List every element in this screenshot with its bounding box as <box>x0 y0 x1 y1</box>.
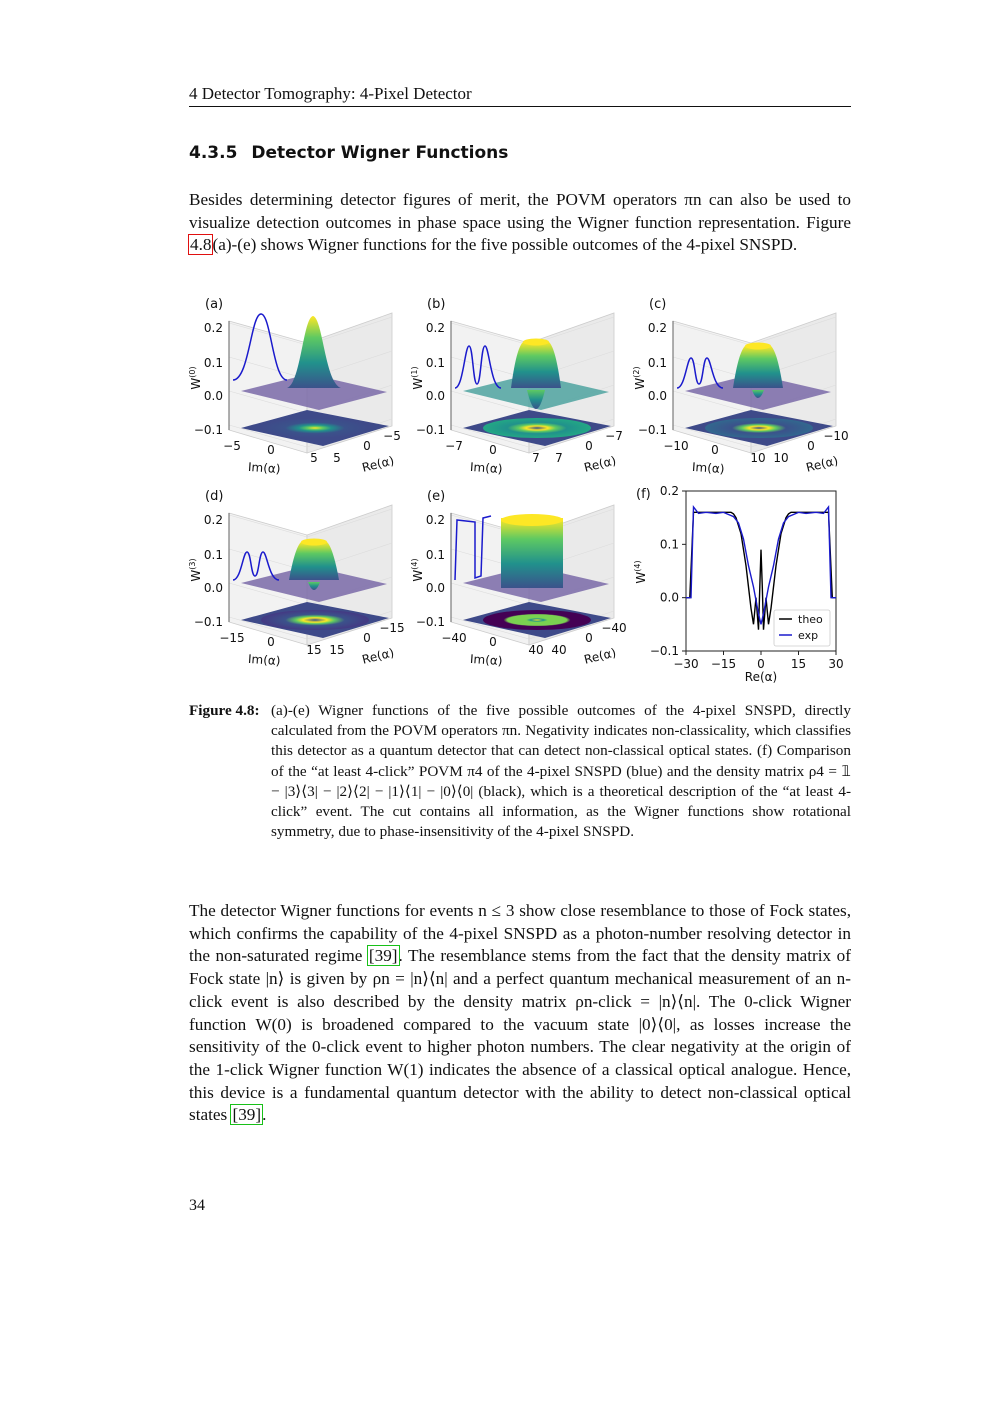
re-tick-label: 10 <box>773 451 789 465</box>
im-tick-label: 7 <box>532 451 540 465</box>
wigner-panel <box>410 489 627 668</box>
z-tick-label: 0.2 <box>203 513 223 527</box>
paragraph-text: . The resemblance stems from the fact that the density matrix of Fock state |n⟩ is given by ρn = |n⟩⟨n| and a perfect quantum mechanical measurement of an n-click event is also described by the density matrix ρn-click = |n⟩⟨n|. The 0-click Wigner function W(0) is broadened compared to the vacuum state |0⟩⟨0|, as losses increase the sensitivity of the 0-click event to higher photon numbers. The clear negativity at the origin of the 1-click Wigner function W(1) indicates the absence of a classical optical analogue. Hence, this device is a fundamental quantum detector with the ability to detect non-classical optical states <box>189 946 851 1125</box>
re-tick-label: −7 <box>605 429 623 443</box>
figure-caption <box>189 701 851 842</box>
im-tick-label: 0 <box>711 443 719 457</box>
im-axis-label: Im(α) <box>691 459 725 477</box>
z-axis-label: $W^{(1)}$ <box>410 366 425 390</box>
section-number: 4.3.5 <box>189 143 238 163</box>
floor-heatmap <box>483 418 591 438</box>
floor-heatmap <box>483 610 591 630</box>
re-tick-label: −10 <box>823 429 849 443</box>
im-tick-label: −40 <box>441 631 467 645</box>
re-tick-label: −40 <box>601 621 627 635</box>
re-axis-label: Re(α) <box>804 453 840 475</box>
im-axis-label: Im(α) <box>247 459 281 477</box>
y-ticks <box>650 484 686 658</box>
z-tick-label: −0.1 <box>193 615 223 629</box>
z-tick-label: 0.0 <box>203 389 223 403</box>
wigner-panel <box>632 297 849 476</box>
re-tick-label: 0 <box>585 439 593 453</box>
figure-canvas <box>189 288 851 688</box>
im-tick-label: 0 <box>267 443 275 457</box>
re-axis-label: Re(α) <box>582 453 618 475</box>
im-axis-label: Im(α) <box>469 459 503 477</box>
z-axis-label: $W^{(4)}$ <box>410 558 425 582</box>
running-head: 4 Detector Tomography: 4-Pixel Detector <box>189 84 851 107</box>
caption-text: (a)-(e) Wigner functions of the five possible outcomes of the 4-pixel SNSPD, directly calculated from the POVM operators πn. Negativity indicates non-classicality, which classifies this detector as a quantum detector that can detect non-classical optical states. (f) Comparison of the “at least 4-click” POVM π4 of the 4-pixel SNSPD (blue) and the density matrix ρ4 = 𝟙 − |3⟩⟨3| − |2⟩⟨2| − |1⟩⟨1| − |0⟩⟨0| (black), which is a theoretical description of the “at least 4-click” event. The cut contains all information, as the Wigner functions show rotational symmetry, due to phase-insensitivity of the 4-pixel SNSPD. <box>271 702 851 841</box>
figure-reference-link[interactable]: 4.8 <box>190 235 212 255</box>
x-tick-label: −30 <box>673 657 699 671</box>
paragraph-text: (a)-(e) shows Wigner functions for the five possible outcomes of the 4-pixel SNSPD. <box>212 235 798 255</box>
z-tick-label: −0.1 <box>415 423 445 437</box>
re-axis-label: Re(α) <box>582 645 618 667</box>
legend-label-exp: exp <box>798 629 819 642</box>
x-tick-label: 30 <box>828 657 844 671</box>
z-tick-label: 0.0 <box>647 389 667 403</box>
paragraph-discussion <box>189 900 851 1127</box>
z-tick-label: 0.1 <box>203 548 223 562</box>
re-tick-label: 40 <box>551 643 567 657</box>
section-heading <box>189 143 508 163</box>
im-tick-label: 10 <box>750 451 766 465</box>
z-tick-label: 0.2 <box>203 321 223 335</box>
x-ticks <box>673 651 843 671</box>
panel-label: (f) <box>636 487 651 502</box>
z-tick-label: 0.0 <box>425 389 445 403</box>
z-tick-label: 0.1 <box>425 356 445 370</box>
z-tick-label: 0.2 <box>425 513 445 527</box>
panel-label: (d) <box>205 489 224 504</box>
z-tick-label: 0.2 <box>425 321 445 335</box>
ring-top <box>523 339 549 346</box>
wigner-panel <box>188 297 401 476</box>
z-tick-label: −0.1 <box>415 615 445 629</box>
im-tick-label: −5 <box>223 439 241 453</box>
floor-heatmap <box>261 610 369 630</box>
z-tick-label: −0.1 <box>193 423 223 437</box>
re-tick-label: 7 <box>555 451 563 465</box>
panel-label: (b) <box>427 297 446 312</box>
z-tick-label: 0.2 <box>647 321 667 335</box>
re-tick-label: 0 <box>585 631 593 645</box>
re-tick-label: −5 <box>383 429 401 443</box>
floor-heatmap <box>261 418 369 438</box>
panel-f-cut-plot <box>633 484 844 684</box>
panel-label: (c) <box>649 297 667 312</box>
wigner-panel <box>188 489 405 668</box>
re-tick-label: 0 <box>363 439 371 453</box>
im-tick-label: 15 <box>306 643 322 657</box>
panel-label: (e) <box>427 489 446 504</box>
paragraph-intro <box>189 189 851 257</box>
section-title: Detector Wigner Functions <box>251 143 509 163</box>
im-axis-label: Im(α) <box>247 651 281 669</box>
panel-label: (a) <box>205 297 224 312</box>
citation-link[interactable]: [39] <box>368 946 398 966</box>
caption-label: Figure 4.8: <box>189 702 260 719</box>
z-axis-label: $W^{(3)}$ <box>188 558 203 582</box>
ring-top <box>301 539 327 546</box>
paragraph-text: Besides determining detector figures of merit, the POVM operators πn can also be used to visualize detection outcomes in phase space using the Wigner function representation. Figure <box>189 190 851 232</box>
z-tick-label: −0.1 <box>637 423 667 437</box>
im-tick-label: 0 <box>489 443 497 457</box>
z-tick-label: 0.0 <box>203 581 223 595</box>
y-tick-label: 0.1 <box>659 537 679 552</box>
re-tick-label: 0 <box>807 439 815 453</box>
re-tick-label: −15 <box>379 621 405 635</box>
re-axis-label: Re(α) <box>360 645 396 667</box>
z-tick-label: 0.1 <box>425 548 445 562</box>
floor-heatmap <box>705 418 813 438</box>
ring-top <box>745 343 771 350</box>
legend-label-theo: theo <box>798 613 823 626</box>
x-axis-label: Re(α) <box>744 670 778 684</box>
page-number: 34 <box>189 1197 205 1214</box>
legend <box>774 610 830 646</box>
x-tick-label: 0 <box>757 657 765 671</box>
im-tick-label: 0 <box>267 635 275 649</box>
im-tick-label: 5 <box>310 451 318 465</box>
z-tick-label: 0.0 <box>425 581 445 595</box>
y-tick-label: −0.1 <box>649 644 679 658</box>
z-tick-label: 0.1 <box>647 356 667 370</box>
x-tick-label: 15 <box>790 657 807 671</box>
re-tick-label: 5 <box>333 451 341 465</box>
im-tick-label: −15 <box>219 631 245 645</box>
plateau-top <box>501 514 563 526</box>
z-axis-label: $W^{(0)}$ <box>188 366 203 390</box>
citation-link[interactable]: [39] <box>232 1105 262 1125</box>
im-tick-label: 0 <box>489 635 497 649</box>
y-tick-label: 0.0 <box>659 590 679 605</box>
x-tick-label: −15 <box>710 657 737 671</box>
re-axis-label: Re(α) <box>360 453 396 475</box>
im-tick-label: −7 <box>445 439 463 453</box>
im-tick-label: 40 <box>528 643 544 657</box>
figure-4-8 <box>189 288 851 688</box>
z-tick-label: 0.1 <box>203 356 223 370</box>
im-axis-label: Im(α) <box>469 651 503 669</box>
im-tick-label: −10 <box>663 439 689 453</box>
re-tick-label: 15 <box>329 643 345 657</box>
re-tick-label: 0 <box>363 631 371 645</box>
z-axis-label: $W^{(2)}$ <box>632 366 647 390</box>
y-axis-label: $W^{(4)}$ <box>633 560 648 584</box>
y-tick-label: 0.2 <box>659 484 679 498</box>
wigner-panel <box>410 297 623 476</box>
paragraph-text: The detector Wigner functions for events n ≤ 3 show close resemblance to those of Fock states, which confirms the capability of the 4-pixel SNSPD as a photon-number resolving detector in the non-saturated regime <box>189 901 851 966</box>
paragraph-text: . <box>262 1105 267 1125</box>
wigner-plateau <box>501 518 563 588</box>
